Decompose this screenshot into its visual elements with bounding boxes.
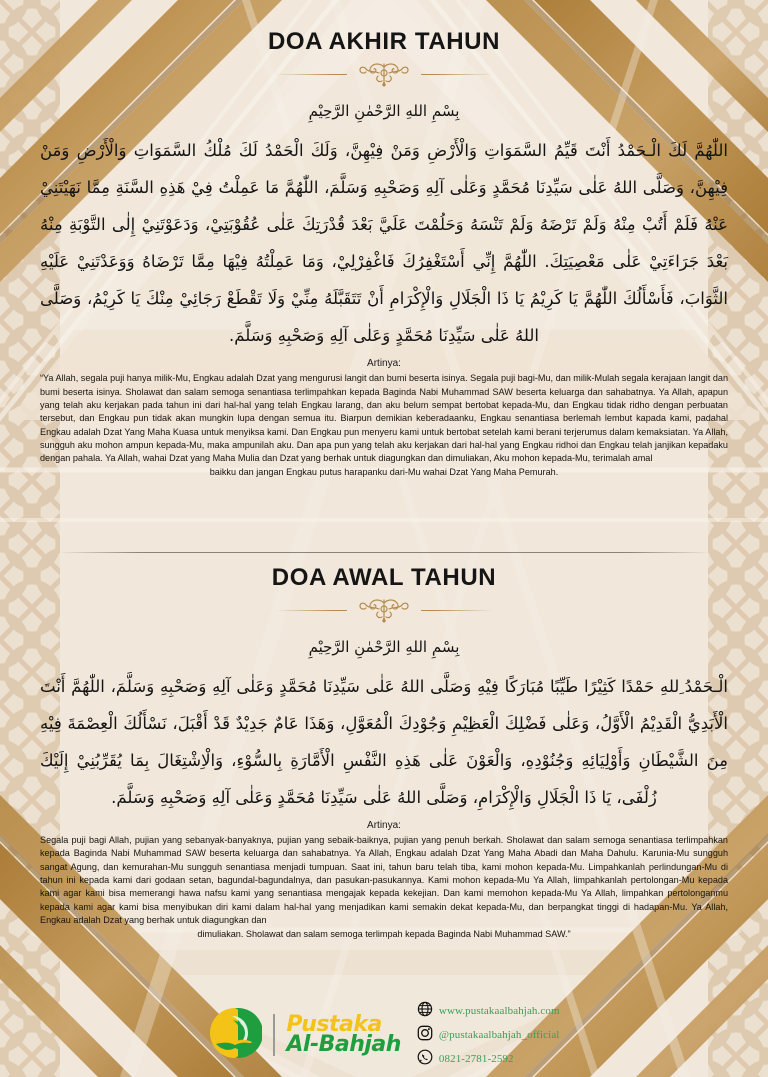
ornament-line-right: [421, 74, 493, 75]
section-doa-awal-tahun: [40, 564, 728, 941]
translation-last-line: baikku dan jangan Engkau putus harapanku dari-Mu wahai Dzat Yang Maha Pemurah.: [209, 466, 559, 477]
arabic-prayer-text: الْـحَمْدُ ِللهِ حَمْدًا كَثِيْرًا طَيِّبًا مُبَارَكًا فِيْهِ وَصَلَّى اللهُ عَلٰى سَيِّدِنَا مُحَمَّدٍ وَعَلٰى آلِهِ وَصَحْبِهِ وَسَلَّمَ، اللّٰهُمَّ أَنْتَ الْأَبَدِيُّ الْقَدِيْمُ الْأَوَّلُ، وَعَلٰى فَضْلِكَ الْعَظِيْمِ وَجُوْدِكَ الْمُعَوَّلِ، وَهَذَا عَامٌ جَدِيْدٌ قَدْ أَقْبَلَ، نَسْأَلُكَ الْعِصْمَةَ فِيْهِ مِنَ الشَّيْطَانِ وَأَوْلِيَائِهِ وَجُنُوْدِهِ، وَالْعَوْنَ عَلٰى هَذِهِ النَّفْسِ الْأَمَّارَةِ بِالسُّوْءِ، وَالْاِشْتِغَالَ بِمَا يُقَرِّبُنِيْ إِلَيْكَ زُلْفَى، يَا ذَا الْجَلَالِ وَالْإِكْرَامِ، وَصَلَّى اللهُ عَلٰى سَيِّدِنَا مُحَمَّدٍ وَعَلٰى آلِهِ وَصَحْبِهِ وَسَلَّمَ.: [40, 676, 728, 807]
section-doa-akhir-tahun: [40, 28, 728, 479]
artinya-label: Artinya:: [367, 358, 401, 370]
globe-icon: [417, 1001, 433, 1022]
contact-instagram[interactable]: [417, 1025, 560, 1046]
ornament-line-right: [421, 610, 493, 611]
pustaka-albahjah-mark-icon: [208, 1006, 262, 1065]
logo-separator: [273, 1014, 275, 1056]
whatsapp-icon: [417, 1049, 433, 1070]
translation-body: “Ya Allah, segala puji hanya milik-Mu, Engkau adalah Dzat yang mengurusi langit dan bumi beserta isinya. Segala puji bagi-Mu, dan milik-Mulah segala kerajaan langit dan bumi beserta isinya. Sholawat dan salam semoga senantiasa terlimpahkan kepada Baginda Nabi Muhammad SAW beserta keluarga dan sahabatnya. Ya Allah, apapun yang telah aku kerjakan pada tahun ini dari hal-hal yang telah Engkau larang, dan aku belum sempat bertobat kepada-Mu, dan Engkau tidak ridho dengan perbuatan tersebut, dan Engkau pun tidak akan mungkin lupa dengan semua itu. Biarpun demikian keberadaanku, Engkau senantiasa berlemah lembut kapada kami, padahal Engkau adalah Dzat Yang Maha Kuasa untuk menyiksa kami. Dan Engkau pun menyeru kami untuk bertobat setelah kami berani terjerumus dalam kemaksiatan. Ya Allah, sungguh aku mohon ampun kepada-Mu, maka ampunilah aku. Dan apa pun yang telah aku kerjakan dari hal-hal yang Engkau ridhoi dan Engkau telah janjikan kepadaku dengan pahala. Ya Allah, wahai Dzat yang Maha Mulia dan Dzat yang berhak untuk diagungkan dan dimuliakan, Aku mohon kepada-Mu, terimalah amal: [40, 373, 728, 464]
translation-body: Segala puji bagi Allah, pujian yang sebanyak-banyaknya, pujian yang sebaik-baiknya, pujian yang penuh berkah. Sholawat dan salam semoga senantiasa terlimpahkan kepada Baginda Nabi Muhammad SAW beserta keluarga dan sahabatnya. Ya Allah, Engkau adalah Dzat Yang Maha Abadi dan Maha Dahulu. Karunia-Mu sungguh sangat Agung, dan kemurahan-Mu sungguh senantiasa menjadi tumpuan. Saat ini, tahun baru telah tiba, kami mohon kepada-Mu. Limpahkanlah perlindungan-Mu di tahun ini kepada kami dari godaan setan, bagundal-bagundalnya, dan pasukan-pasukannya. Kami mohon kepada-Mu Ya Allah, limpahkanlah pertolongan-Mu kepada kami agar kami bisa memerangi hawa nafsu kami yang senantiasa mengajak kepada kekejian. Dan kami memohon kepada-Mu Ya Allah, limpahkan pertolonganmu kepada kami agar kami bisa menyibukan diri kami dalam hal-hal yang menjadikan kami semakin dekat kepada-Mu, dan berpangkat tinggi di hadapan-Mu. Ya Allah, Engkau adalah Dzat yang berhak untuk diagungkan dan: [40, 835, 728, 926]
ornament-divider: [40, 61, 728, 87]
logo-wordmark: [286, 1011, 401, 1057]
brand-logo[interactable]: [208, 1006, 401, 1065]
contact-whatsapp[interactable]: [417, 1049, 560, 1070]
whatsapp-text: 0821-2781-2592: [438, 1053, 514, 1065]
translation-text: [40, 834, 728, 941]
section-separator: [62, 552, 706, 553]
ornament-divider: [40, 597, 728, 623]
translation-last-line: dimuliakan. Sholawat dan salam semoga terlimpah kepada Baginda Nabi Muhammad SAW.”: [197, 928, 571, 939]
section-title: DOA AWAL TAHUN: [271, 564, 497, 591]
floral-ornament-icon: [354, 61, 414, 87]
instagram-icon: [417, 1025, 433, 1046]
logo-line-1: Pustaka: [286, 1011, 382, 1037]
floral-ornament-icon: [354, 597, 414, 623]
logo-line-2: Al-Bahjah: [286, 1032, 401, 1057]
arabic-prayer-text: اللّٰهُمَّ لَكَ الْـحَمْدُ أَنْتَ قَيِّمُ السَّمَوَاتِ وَالْأَرْضِ وَمَنْ فِيْهِنَّ، وَلَكَ الْحَمْدُ لَكَ مُلْكُ السَّمَوَاتِ وَالْأَرْضِ وَمَنْ فِيْهِنَّ، وَصَلَّى اللهُ عَلٰى سَيِّدِنَا مُحَمَّدٍ وَعَلٰى آلِهِ وَصَحْبِهِ وَسَلَّمَ، اللّٰهُمَّ مَا عَمِلْتُ فِيْ هَذِهِ السَّنَةِ مِمَّا نَهَيْتَنِيْ عَنْهُ فَلَمْ أَتُبْ مِنْهُ وَلَمْ تَرْضَهُ وَلَمْ تَنْسَهُ وَحَلُمْتَ عَلَيَّ بَعْدَ قُدْرَتِكَ عَلٰى عُقُوْبَتِيْ، وَدَعَوْتَنِيْ إِلٰى التَّوْبَةِ مِنْهُ بَعْدَ جَرَاءَتِيْ عَلٰى مَعْصِيَتِكَ. اللّٰهُمَّ إِنِّي أَسْتَغْفِرُكَ فَاغْفِرْلِيْ، وَمَا عَمِلْتُهُ فِيْهَا مِمَّا تَرْضَاهُ وَوَعَدْتَنِيْ عَلَيْهِ الثَّوَابَ، فَأَسْأَلُكَ اللّٰهُمَّ يَا كَرِيْمُ يَا ذَا الْجَلَالِ وَالْإِكْرَامِ أَنْ تَتَقَبَّلَهُ مِنِّيْ وَلَا تَقْطَعْ رَجَائِيْ مِنْكَ يَا كَرِيْمُ، وَصَلَّى اللهُ عَلٰى سَيِّدِنَا مُحَمَّدٍ وَعَلٰى آلِهِ وَصَحْبِهِ وَسَلَّمَ.: [40, 140, 728, 346]
contact-website[interactable]: [417, 1001, 560, 1022]
section-title: DOA AKHIR TAHUN: [267, 28, 501, 55]
footer: [0, 999, 768, 1071]
website-text: www.pustakaalbahjah.com: [438, 1005, 560, 1017]
instagram-text: @pustakaalbahjah_official: [438, 1029, 560, 1041]
basmalah-text: بِسْمِ اللهِ الرَّحْمٰنِ الرَّحِيْمِ: [308, 638, 460, 656]
basmalah-text: بِسْمِ اللهِ الرَّحْمٰنِ الرَّحِيْمِ: [308, 102, 460, 120]
ornament-line-left: [275, 610, 347, 611]
contact-list: [417, 1001, 560, 1070]
ornament-line-left: [275, 74, 347, 75]
translation-text: [40, 372, 728, 479]
artinya-label: Artinya:: [367, 820, 401, 831]
